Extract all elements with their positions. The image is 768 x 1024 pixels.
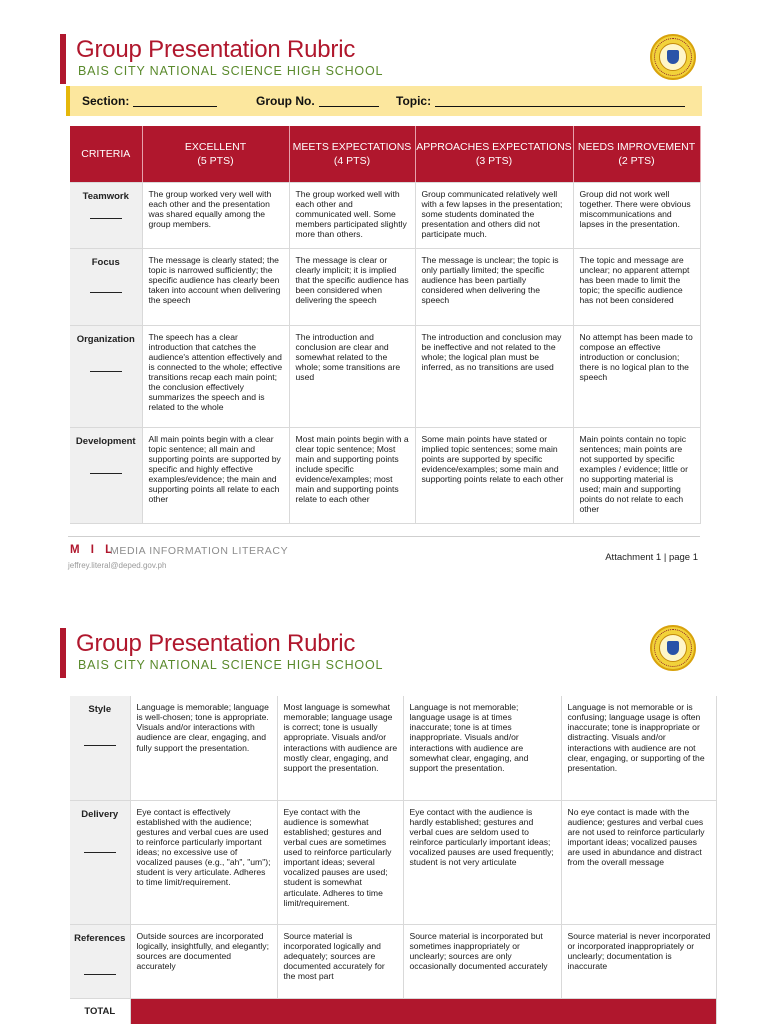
table-row — [70, 427, 700, 523]
column-header-criteria: CRITERIA — [70, 126, 142, 182]
score-blank[interactable] — [90, 473, 122, 474]
cell-excellent: The group worked very well with each other and the presentation was shared equally among the group members. — [142, 182, 289, 248]
cell-excellent: Eye contact is effectively established with the audience; gestures and verbal cues are used to reinforce particularly important ideas; no excessive use of vocalized pauses (e.g., "ah", "um"); student is very articulate. Adheres to time limit/requirement. — [130, 800, 277, 924]
group-label: Group No. — [256, 94, 315, 108]
cell-approaches: The introduction and conclusion may be ineffective and not related to the whole; the logical plan must be inferred, as no transitions are used — [415, 325, 573, 427]
cell-excellent: Outside sources are incorporated logically, insightfully, and elegantly; sources are documented accurately — [130, 924, 277, 998]
cell-needs-improvement: No attempt has been made to compose an effective introduction or conclusion; there is no logical plan to the speech — [573, 325, 700, 427]
mil-subject: MEDIA INFORMATION LITERACY — [110, 545, 289, 557]
cell-meets: The introduction and conclusion are clear and somewhat related to the whole; some transitions are used — [289, 325, 415, 427]
total-label: TOTAL — [70, 998, 130, 1024]
rubric-table-page1 — [70, 126, 701, 524]
footer-divider — [68, 536, 700, 537]
group-field[interactable] — [256, 94, 379, 108]
table-row — [70, 800, 716, 924]
column-header-needs-improvement: NEEDS IMPROVEMENT (2 PTS) — [573, 126, 700, 182]
cell-excellent: The message is clearly stated; the topic is narrowed sufficiently; the specific audience has clearly been taken into account when delivering the speech — [142, 248, 289, 325]
score-blank[interactable] — [84, 852, 116, 853]
total-score-field[interactable] — [130, 998, 716, 1024]
table-row — [70, 325, 700, 427]
cell-approaches: Group communicated relatively well with a few lapses in the presentation; some students dominated the presentation and others did not participate much. — [415, 182, 573, 248]
cell-excellent: All main points begin with a clear topic sentence; all main and supporting points are supported by specific and highly effective examples/evidence; the main and supporting points all relate to each other — [142, 427, 289, 523]
criteria-teamwork: Teamwork — [70, 182, 142, 248]
cell-meets: Source material is incorporated logically and adequately; sources are documented accurately for the most part — [277, 924, 403, 998]
cell-meets: The group worked well with each other and communicated well. Some members participated slightly more than others. — [289, 182, 415, 248]
title-accent-bar — [60, 34, 66, 84]
cell-needs-improvement: Language is not memorable or is confusing; language usage is often inaccurate; tone is inappropriate or distracting. Visuals and/or interactions with audience are not clear, engaging, or supporting of the presentation. — [561, 696, 716, 800]
section-label: Section: — [82, 94, 130, 108]
criteria-development: Development — [70, 427, 142, 523]
section-field[interactable] — [82, 94, 217, 108]
score-blank[interactable] — [84, 745, 116, 746]
school-seal-icon — [650, 34, 696, 80]
cell-needs-improvement: No eye contact is made with the audience; gestures and verbal cues are not used to reinforce particularly important ideas; vocalized pauses are used in abundance and distract from the overall message — [561, 800, 716, 924]
page1-header — [60, 34, 710, 84]
score-blank[interactable] — [90, 292, 122, 293]
cell-excellent: The speech has a clear introduction that catches the audience's attention effectively and is connected to the whole; effective transitions recap each main point; the conclusion effectively summarizes the speech and is related to the whole — [142, 325, 289, 427]
cell-approaches: Language is not memorable; language usage is at times inaccurate; tone is at times inappropriate. Visuals and/or interactions with audience are somewhat clear, engaging, and support the presentation. — [403, 696, 561, 800]
criteria-organization: Organization — [70, 325, 142, 427]
page1-school-name: BAIS CITY NATIONAL SCIENCE HIGH SCHOOL — [78, 64, 384, 78]
cell-meets: Most main points begin with a clear topic sentence; Most main and supporting points include specific evidence/examples; most main and supporting points relate to each other — [289, 427, 415, 523]
cell-needs-improvement: Main points contain no topic sentences; main points are not supported by specific examples / evidence; little or no supporting material is used; main and supporting points do not relate to each other — [573, 427, 700, 523]
table-row — [70, 248, 700, 325]
page1-title: Group Presentation Rubric — [76, 36, 356, 63]
mil-logo-text: M I L — [70, 544, 117, 556]
cell-meets: Most language is somewhat memorable; language usage is correct; tone is usually appropriate. Visuals and/or interactions with audience are mostly clear, engaging, and support the presentation. — [277, 696, 403, 800]
cell-excellent: Language is memorable; language is well-chosen; tone is appropriate. Visuals and/or interactions with audience are clear, engaging, and fully support the presentation. — [130, 696, 277, 800]
title-accent-bar — [60, 628, 66, 678]
cell-approaches: Source material is incorporated but sometimes inappropriately or unclearly; sources are only occasionally documented accurately — [403, 924, 561, 998]
column-header-approaches: APPROACHES EXPECTATIONS (3 PTS) — [415, 126, 573, 182]
topic-field[interactable] — [396, 94, 685, 108]
score-blank[interactable] — [84, 974, 116, 975]
cell-meets: Eye contact with the audience is somewhat established; gestures and verbal cues are sometimes used to reinforce particularly important ideas; several vocalized pauses are used; student is somewhat articulate. Adheres to time limit/requirement. — [277, 800, 403, 924]
school-seal-icon — [650, 625, 696, 671]
cell-meets: The message is clear or clearly implicit; it is implied that the specific audience has been considered when delivering the speech — [289, 248, 415, 325]
column-header-excellent: EXCELLENT (5 PTS) — [142, 126, 289, 182]
page-number: Attachment 1 | page 1 — [605, 552, 698, 563]
page2-title: Group Presentation Rubric — [76, 630, 356, 657]
topic-label: Topic: — [396, 94, 432, 108]
score-blank[interactable] — [90, 218, 122, 219]
page2-school-name: BAIS CITY NATIONAL SCIENCE HIGH SCHOOL — [78, 658, 384, 672]
rubric-table-page2 — [70, 696, 717, 1024]
page2-header — [60, 628, 710, 678]
cell-approaches: The message is unclear; the topic is only partially limited; the specific audience has been partially considered when delivering the speech — [415, 248, 573, 325]
cell-needs-improvement: The topic and message are unclear; no apparent attempt has been made to limit the topic; the specific audience has not been considered — [573, 248, 700, 325]
cell-approaches: Some main points have stated or implied topic sentences; some main points are supported by specific evidence/examples; some main and supporting points relate to each other — [415, 427, 573, 523]
criteria-references: References — [70, 924, 130, 998]
criteria-focus: Focus — [70, 248, 142, 325]
column-header-meets: MEETS EXPECTATIONS (4 PTS) — [289, 126, 415, 182]
criteria-delivery: Delivery — [70, 800, 130, 924]
table-row — [70, 182, 700, 248]
cell-needs-improvement: Source material is never incorporated or incorporated inappropriately or unclearly; documentation is inaccurate — [561, 924, 716, 998]
cell-needs-improvement: Group did not work well together. There were obvious miscommunications and lapses in the presentation. — [573, 182, 700, 248]
table-row — [70, 924, 716, 998]
score-blank[interactable] — [90, 371, 122, 372]
criteria-style: Style — [70, 696, 130, 800]
info-bar — [66, 86, 702, 116]
total-row — [70, 998, 716, 1024]
table-row — [70, 696, 716, 800]
author-email[interactable]: jeffrey.literal@deped.gov.ph — [68, 561, 167, 570]
cell-approaches: Eye contact with the audience is hardly established; gestures and verbal cues are seldom used to reinforce particularly important ideas; vocalized pauses are used frequently; student is not very articulate — [403, 800, 561, 924]
